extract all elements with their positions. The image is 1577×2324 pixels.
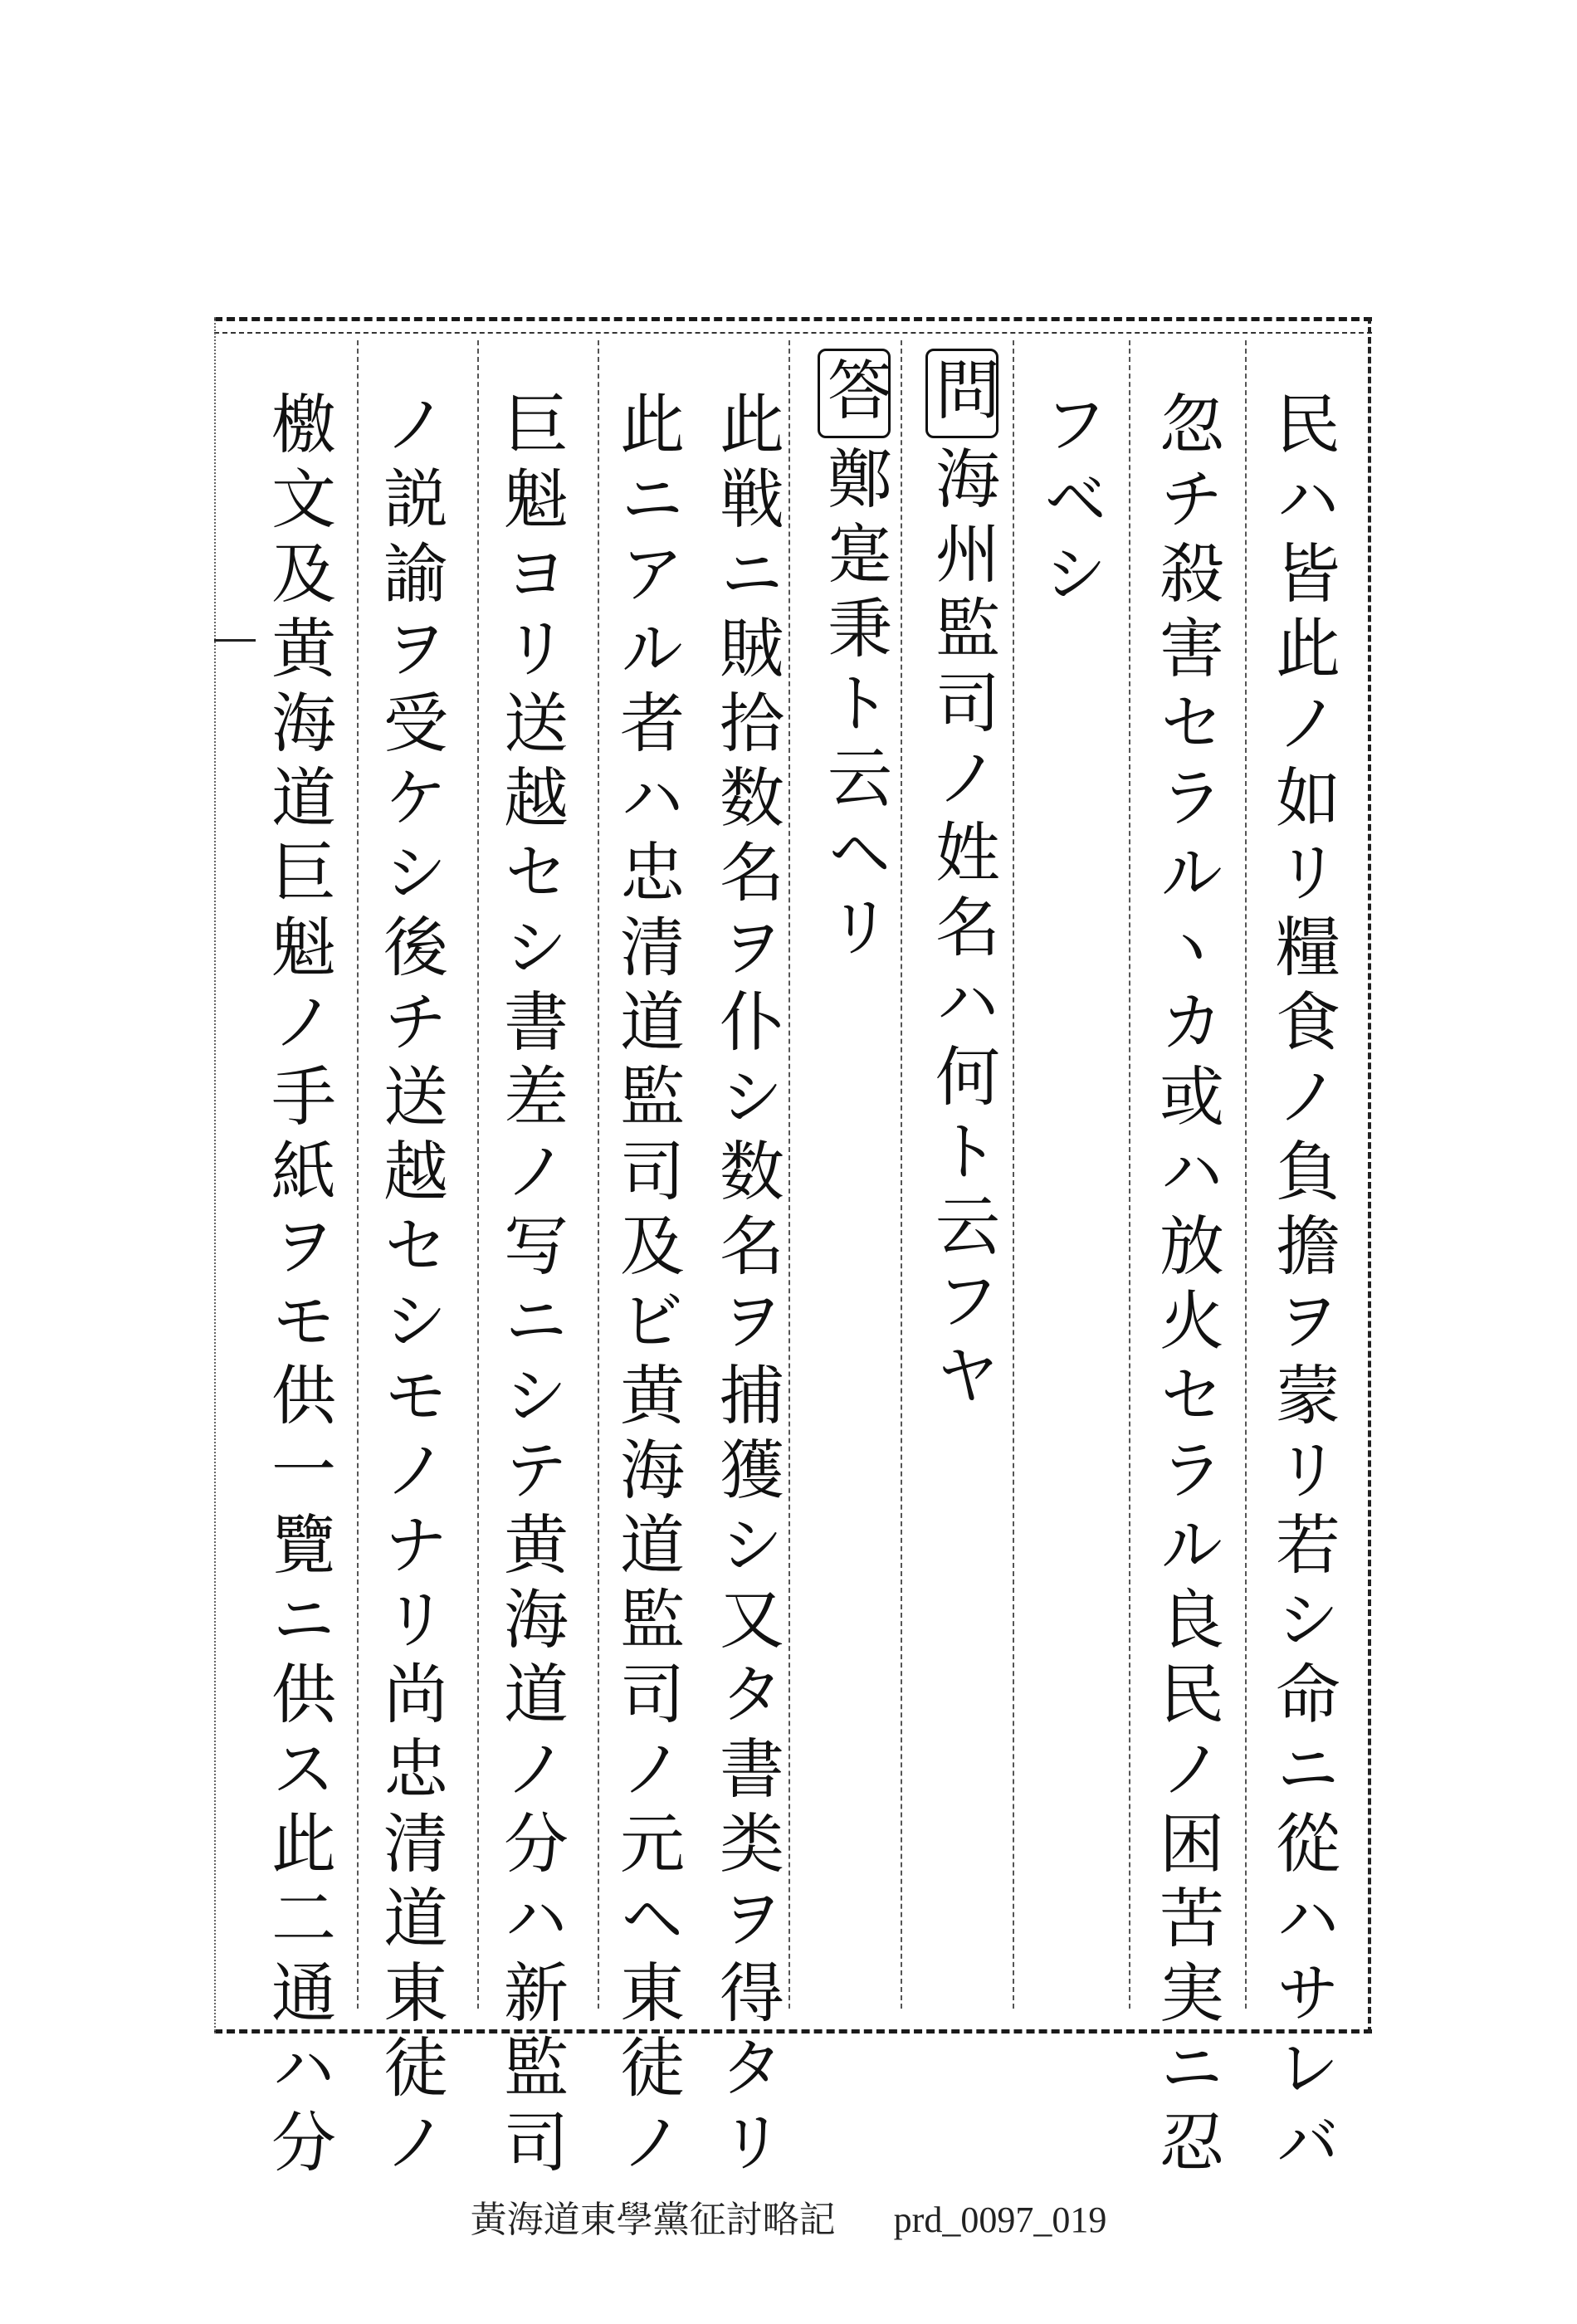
column-text: フベシ <box>1033 390 1107 614</box>
column-rule <box>1129 340 1130 2009</box>
frame-right-border <box>1368 317 1371 2034</box>
document-title: 黃海道東學黨征討略記 <box>470 2199 836 2241</box>
text-column-9 <box>373 390 447 2183</box>
frame-top-border <box>214 317 1372 321</box>
column-rule <box>598 340 599 2009</box>
column-text: 忽チ殺害セラルヽカ或ハ放火セラル良民ノ困苦実ニ忍 <box>1149 390 1223 2183</box>
text-column-7 <box>609 390 684 2183</box>
column-rule <box>1013 340 1014 2009</box>
column-text: 檄文及黄海道巨魁ノ手紙ヲモ供一覽ニ供ス此二通ハ分 <box>261 390 335 2183</box>
column-text: 民ハ皆此ノ如リ糧食ノ負擔ヲ蒙リ若シ命ニ從ハサレバ <box>1265 390 1340 2183</box>
column-rule <box>788 340 790 2009</box>
column-rule <box>1245 340 1247 2009</box>
document-reference: prd_0097_019 <box>893 2200 1107 2240</box>
column-rule <box>357 340 359 2009</box>
frame-left-border <box>214 317 216 2034</box>
column-text: 巨魁ヨリ送越セシ書差ノ写ニシテ黄海道ノ分ハ新監司 <box>493 390 568 2183</box>
column-text: 海州監司ノ姓名ハ何ト云フヤ <box>925 445 999 1416</box>
text-column-2 <box>1149 390 1223 2183</box>
column-rule <box>477 340 479 2009</box>
text-column-1 <box>1265 390 1340 2183</box>
margin-tick-mark <box>214 639 256 642</box>
question-marker: 問 <box>925 349 998 438</box>
answer-marker: 答 <box>818 349 891 438</box>
frame-top-inner-border <box>214 332 1372 334</box>
text-column-3 <box>1033 390 1107 614</box>
text-column-10 <box>261 390 335 2183</box>
text-column-8 <box>493 390 568 2183</box>
column-text: 此ニアル者ハ忠清道監司及ビ黄海道監司ノ元ヘ東徒ノ <box>609 390 684 2183</box>
text-column-5 <box>818 349 891 968</box>
text-column-4 <box>925 349 998 1416</box>
column-text: 鄭寔秉ト云ヘリ <box>817 445 891 968</box>
text-column-6 <box>709 390 784 2183</box>
column-rule <box>901 340 902 2009</box>
page-footer <box>0 2190 1577 2243</box>
column-text: ノ説諭ヲ受ケシ後チ送越セシモノナリ尚忠清道東徒ノ <box>373 390 447 2183</box>
column-text: 此戦ニ賊拾数名ヲ仆シ数名ヲ捕獲シ又タ書类ヲ得タリ <box>709 390 784 2183</box>
